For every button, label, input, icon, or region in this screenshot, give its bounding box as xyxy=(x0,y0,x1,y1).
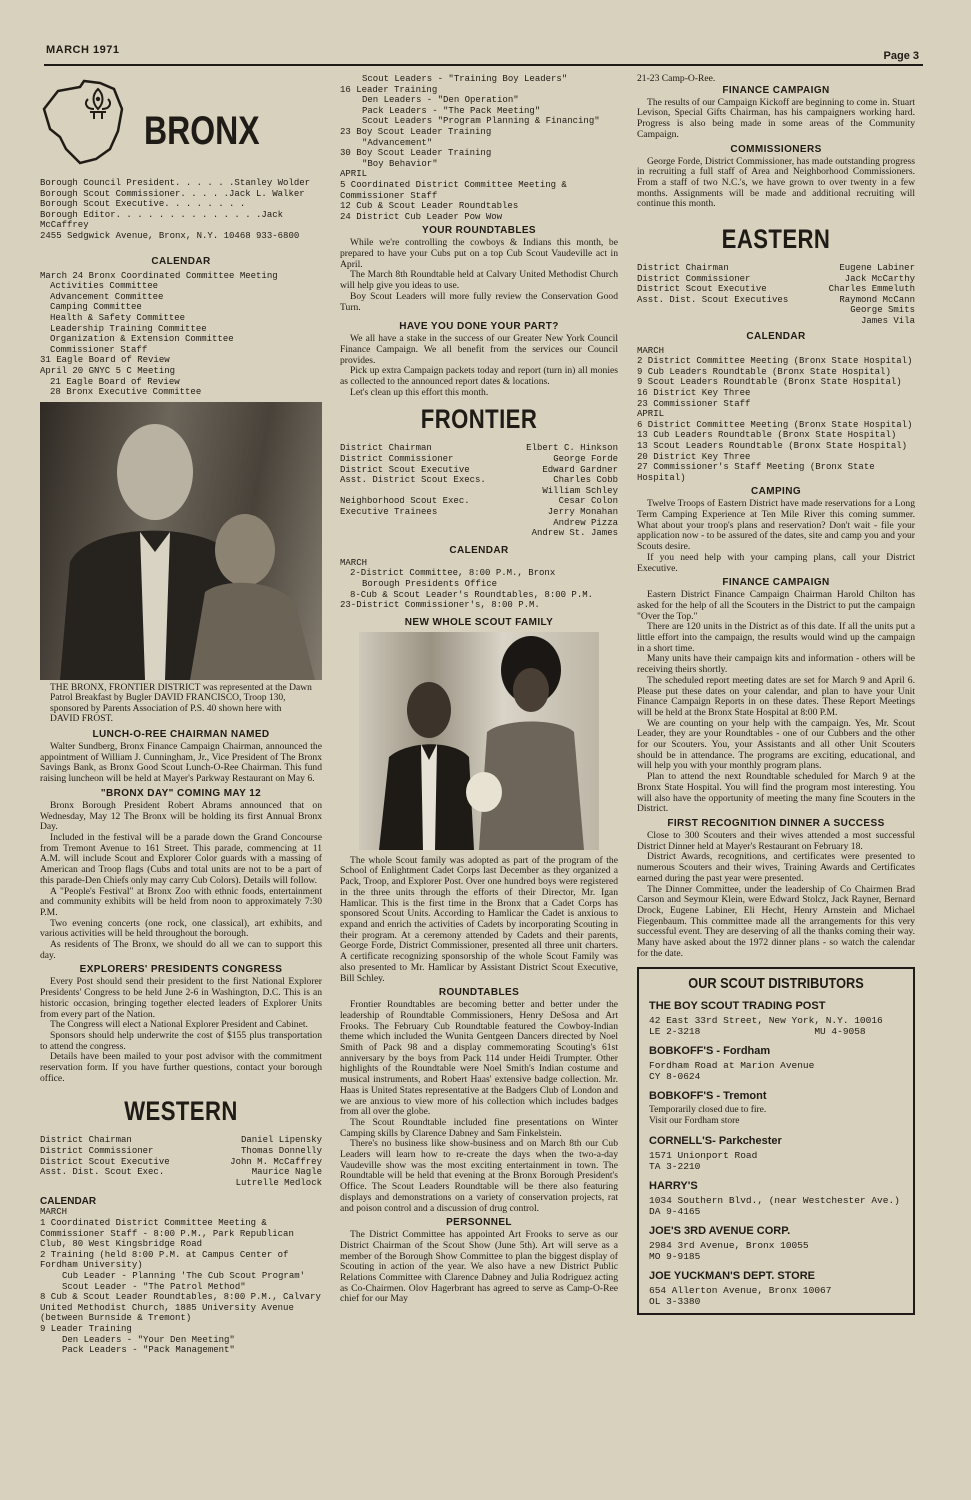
staff-row: District Scout Executive Edward Gardner xyxy=(340,464,618,475)
calendar-line: 21 Eagle Board of Review xyxy=(50,376,180,387)
paragraph: District Awards, recognitions, and certificates were presented to numerous Scouters and their wives, Training Awards and Certificates earned during the past year were presented. xyxy=(637,851,915,884)
dinner-heading: FIRST RECOGNITION DINNER A SUCCESS xyxy=(667,818,885,829)
calendar-line: MARCH xyxy=(40,1207,68,1218)
paragraph: Every Post should send their president to the first National Explorer Presidents' Congress to be held June 2-6 in Washington, D.C. This is an historic occasion, bringing together elected leaders of Explorer Units from every part of the Nation. xyxy=(40,976,322,1020)
bronx-masthead xyxy=(40,74,322,170)
staff-row: District Scout Executive Charles Emmeluth xyxy=(637,284,915,295)
calendar-line: Leadership Training Committee xyxy=(50,323,207,334)
paragraph: Pick up extra Campaign packets today and report (turn in) all monies as collected to the announced report dates & locations. xyxy=(340,365,618,388)
store-name: CORNELL'S- Parkchester xyxy=(649,1135,782,1148)
photo-silhouettes xyxy=(359,632,599,850)
store-line: 654 Allerton Avenue, Bronx 10067 xyxy=(649,1285,832,1297)
calendar-line: 16 District Key Three xyxy=(637,387,751,398)
calendar-line: 16 Leader Training xyxy=(340,84,438,95)
store-name: JOE'S 3RD AVENUE CORP. xyxy=(649,1225,791,1238)
camping-heading: CAMPING xyxy=(750,486,802,498)
eastern-finance-heading: FINANCE CAMPAIGN xyxy=(722,577,830,589)
paragraph: While we're controlling the cowboys & Indians this month, be prepared to have your Cubs put on a top Cub Scout Vaudeville act in April. xyxy=(340,237,618,270)
staff-row: Executive Trainees Jerry Monahan xyxy=(340,507,618,518)
store-line: 2984 3rd Avenue, Bronx 10055 xyxy=(649,1240,809,1252)
calendar-line: APRIL xyxy=(637,409,665,420)
frontier-calendar-heading: CALENDAR xyxy=(449,544,509,556)
header-rule xyxy=(44,64,923,66)
staff-row: James Vila xyxy=(860,316,915,326)
paragraph: The Dinner Committee, under the leadership of Co Chairmen Brad Carson and Seymour Klein, were Edward Stolcz, Jack Rayner, Bernard Drock, Eugene Labiner, Eli Hecht, Henry Arnstein and Michael Fiegenbaum. This committee made all the arrangements for this very successful event. They are deserving of all the thanks coming their way. Many have asked about the 1972 dinner plans - so watch the calendar for the date. xyxy=(637,883,915,959)
paragraph: We are counting on your help with the campaign. Yes, Mr. Scout Leader, they are your Roundtables - one of our Cubbers and the other for our Scouters. You, your Assistants and all other Unit Scouters should be in attendance. The programs are exciting, educational, and will help you with your monthly program plans. xyxy=(637,717,915,772)
paragraph: Twelve Troops of Eastern District have made reservations for a Long Term Camping Experience at Ten Mile River this coming summer. What about your troop's plans and reservation? Don't wait - file your application now - to be assured of the dates, site and camp you and your Scouts desire. xyxy=(637,498,915,553)
paragraph: Let's clean up this effort this month. xyxy=(350,386,489,398)
calendar-line: 1 Coordinated District Committee Meeting & Commissioner Staff - 8:00 P.M., Park Republican Club, 80 West Kingsbridge Road xyxy=(40,1218,294,1250)
store-line: 1571 Unionport Road xyxy=(649,1150,758,1162)
calendar-line: 31 Eagle Board of Review xyxy=(40,355,170,366)
calendar-line: Activities Committee xyxy=(50,281,159,292)
column-1 xyxy=(40,74,322,1454)
calendar-line: 24 District Cub Leader Pow Wow xyxy=(340,211,503,222)
staff-row: District Chairman Daniel Lipensky xyxy=(40,1135,322,1146)
paragraph: We all have a stake in the success of our Greater New York Council Finance Campaign. We all benefit from the services our Council provides. xyxy=(340,333,618,366)
staff-row: George Smits xyxy=(850,305,915,316)
calendar-line: 8 Cub & Scout Leader Roundtables, 8:00 P.M., Calvary United Methodist Church, 1885 University Avenue (between Burnside & Tremont) xyxy=(40,1292,321,1324)
staff-row: District Chairman Eugene Labiner xyxy=(637,263,915,274)
officer-line: 2455 Sedgwick Avenue, Bronx, N.Y. 10468 933-6800 xyxy=(40,230,300,241)
issue-date: MARCH 1971 xyxy=(46,44,120,56)
staff-row: Andrew St. James xyxy=(531,528,618,539)
calendar-line: Health & Safety Committee xyxy=(50,312,186,323)
eastern-calendar-heading: CALENDAR xyxy=(746,330,806,342)
finance-heading: FINANCE CAMPAIGN xyxy=(722,84,830,96)
calendar-line: Den Leaders - "Your Den Meeting" xyxy=(62,1334,235,1345)
column-2 xyxy=(340,74,618,1454)
western-title: WESTERN xyxy=(124,1096,238,1127)
calendar-line: 13 Cub Leaders Roundtable (Bronx State Hospital) xyxy=(637,430,897,441)
calendar-line: 20 District Key Three xyxy=(637,451,751,462)
staff-row: District Commissioner Jack McCarthy xyxy=(637,273,915,284)
lunch-heading: LUNCH-O-REE CHAIRMAN NAMED xyxy=(92,729,270,741)
calendar-line: 9 Scout Leaders Roundtable (Bronx State Hospital) xyxy=(637,377,902,388)
bronx-map-fleur-de-lis-icon xyxy=(40,79,130,165)
calendar-line: Den Leaders - "Den Operation" xyxy=(362,95,519,106)
paragraph: A "People's Festival" at Bronx Zoo with ethnic foods, entertainment and community exhibits will be held from noon to approximately 7:30 P.M. xyxy=(40,885,322,918)
paragraph: The March 8th Roundtable held at Calvary United Methodist Church will help give you ideas to use. xyxy=(340,269,618,292)
family-heading: NEW WHOLE SCOUT FAMILY xyxy=(404,616,554,628)
frontier-calendar xyxy=(340,558,618,611)
calendar-line: March 24 Bronx Coordinated Committee Meeting xyxy=(40,270,278,281)
officer-line: Borough Council President. . . . . .Stanley Wolder xyxy=(40,178,311,188)
officer-line: Borough Editor. . . . . . . . . . . . . .Jack McCaffrey xyxy=(40,209,284,231)
paragraph: Bronx Borough President Robert Abrams announced that on Wednesday, May 12 The Bronx will be holding its first Annual Bronx Day. xyxy=(40,799,322,833)
calendar-line: 2-District Committee, 8:00 P.M., Bronx xyxy=(350,568,556,579)
paragraph: Frontier Roundtables are becoming better and better under the leadership of Roundtable Commissioners, Henry DeSosa and Art Frooks. The February Cub Roundtable featured the Cowboy-Indian theme which included the Wunita Gentgeen Dancers directed by Noel Smith of Pack 98 and a display commemorating Scouting's 61st anniversary by the boys from Pack 114 under Heidi Trumpter. Other highlights of the Roundtable were Noel Smith's Indian costume and musical instruments, and Robert Haas' extensive badge collection. Mr. Haas is United States representative at the Badgers Club of London and we are anxious to view more of his collection which includes badges from all over the globe. xyxy=(340,999,618,1118)
staff-row: Asst. District Scout Execs. Charles Cobb xyxy=(340,475,618,486)
calendar-line: Borough Presidents Office xyxy=(362,578,498,589)
paragraph: Close to 300 Scouters and their wives attended a most successful District Dinner held at Mayer's Restaurant on February 18. xyxy=(637,830,915,852)
calendar-line: Organization & Extension Committee xyxy=(50,334,234,345)
calendar-heading: CALENDAR xyxy=(151,255,211,267)
western-calendar-heading: CALENDAR xyxy=(40,1196,97,1208)
photo-caption: THE BRONX, FRONTIER DISTRICT was represented at the Dawn Patrol Breakfast by Bugler DAVID FRANCISCO, Troop 130, sponsored by Parents Association of P.S. 40 shown here with DAVID FROST. xyxy=(50,682,312,725)
bronx-title: BRONX xyxy=(144,108,260,153)
calendar-line: 30 Boy Scout Leader Training xyxy=(340,148,492,159)
calendar-line: 12 Cub & Scout Leader Roundtables xyxy=(340,201,519,212)
staff-row: District Scout Executive John M. McCaffrey xyxy=(40,1156,322,1167)
lunch-text: Walter Sundberg, Bronx Finance Campaign Chairman, announced the appointment of William J. Cunningham, Jr., Vice President of The Bronx Savings Bank, as Bronx Good Scout Lunch-O-Ree Chairman. This fund raising luncheon will be held at Mayer's Parkway Restaurant on May 6. xyxy=(40,741,322,785)
family-text: The whole Scout family was adopted as part of the program of the School of Enlightment Cadet Corps last December as they organized a Pack, Troop, and Explorer Post. Over one hundred boys were registered in the three units through the efforts of their Director, Mr. Igan Hamlicar. This is the first time in the Bronx that a Cadet Corps has sponsored Scout Units. According to Hamlicar the Cadet is anxious to expand and enrich the activities of Cadets by incorporating Scouting in their program. At a ceremony attended by Cadets and their parents, George Forde, District Commissioner, presented all three unit charters. A certificate recognizing sponsorship of the whole Scout Family was also presented to Mr. Hamlicar by Assistant District Scout Executive, Bill Schley. xyxy=(340,854,618,984)
store-line: DA 9-4165 xyxy=(649,1206,701,1218)
paragraph: The scheduled report meeting dates are set for March 9 and April 6. Please put these dates on your calendar, and plan to have your Unit Finance Campaign Reports in on these dates. These Report Meetings will be held at the Bronx State Hospital at 8:00 P.M. xyxy=(637,674,915,718)
staff-row: Asst. Dist. Scout Executives Raymond McCann xyxy=(637,294,915,305)
eastern-calendar xyxy=(637,346,915,484)
finance-text: The results of our Campaign Kickoff are beginning to come in. Stuart Levison, Special Gifts Chairman, has his campaigners working hard. Progress is also being made in some areas of the Community Campaign. xyxy=(637,96,915,140)
staff-row: Lutrelle Medlock xyxy=(235,1177,322,1188)
calendar-line: 23 Commissioner Staff xyxy=(637,398,751,409)
officer-line: Borough Scout Executive. . . . . . . . xyxy=(40,199,246,210)
calendar-line: 13 Scout Leaders Roundtable (Bronx State Hospital) xyxy=(637,440,908,451)
store-line: 42 East 33rd Street, New York, N.Y. 10016 xyxy=(649,1015,883,1027)
eastern-staff xyxy=(637,263,915,327)
calendar-line: 23 Boy Scout Leader Training xyxy=(340,126,492,137)
calendar-line: 2 Training (held 8:00 P.M. at Campus Center of Fordham University) xyxy=(40,1249,289,1271)
paragraph: Included in the festival will be a parade down the Grand Concourse from Tremont Avenue to 161 Street. This parade, commencing at 11 A.M. will include Scout and Explorer Color guards with a massing of American and Troop flags (Cubs and total units are not to be a part of this parade-Den Chiefs only may carry Cub Colors). Details will follow. xyxy=(40,831,322,886)
paragraph: Eastern District Finance Campaign Chairman Harold Chilton has asked for the help of all the Scouters in the District to put the campaign "Over the Top." xyxy=(637,589,915,622)
store-line: 1034 Southern Blvd., (near Westchester Ave.) xyxy=(649,1195,900,1207)
store-line: Temporarily closed due to fire. xyxy=(649,1105,767,1116)
commissioners-heading: COMMISSIONERS xyxy=(730,143,822,155)
store-line: MO 9-9185 xyxy=(649,1251,701,1263)
paragraph: If you need help with your camping plans, call your District Executive. xyxy=(637,551,915,574)
staff-row: District Commissioner Thomas Donnelly xyxy=(40,1146,322,1157)
calendar-line: Pack Leaders - "Pack Management" xyxy=(62,1345,235,1356)
store-line: Visit our Fordham store xyxy=(649,1116,740,1127)
calendar-line: Scout Leaders "Program Planning & Financing" xyxy=(362,116,600,127)
staff-row: William Schley xyxy=(542,485,618,496)
calendar-line: "Boy Behavior" xyxy=(362,158,438,169)
calendar-line: MARCH xyxy=(340,557,368,568)
store-line: Fordham Road at Marion Avenue xyxy=(649,1060,815,1072)
rt-heading: ROUNDTABLES xyxy=(438,987,520,999)
distributors-title: OUR SCOUT DISTRIBUTORS xyxy=(688,975,864,993)
staff-row: Neighborhood Scout Exec. Cesar Colon xyxy=(340,496,618,507)
store-name: THE BOY SCOUT TRADING POST xyxy=(649,1000,826,1013)
frontier-title: FRONTIER xyxy=(420,404,538,435)
officer-line: Borough Scout Commissioner. . . . .Jack L. Walker xyxy=(40,188,305,199)
page-number: Page 3 xyxy=(883,50,919,62)
western-calendar xyxy=(40,1207,322,1355)
part-heading: HAVE YOU DONE YOUR PART? xyxy=(399,321,559,333)
borough-officers xyxy=(40,178,322,242)
paragraph: The Scout Roundtable included fine presentations on Winter Camping skills by Clarence Dabney and Sam Finkelstein. xyxy=(340,1116,618,1139)
roundtables-heading: YOUR ROUNDTABLES xyxy=(422,225,536,237)
store-line: OL 3-3380 xyxy=(649,1296,701,1308)
paragraph: Boy Scout Leaders will more fully review the Conservation Good Turn. xyxy=(340,290,618,313)
calendar-line: Advancement Committee xyxy=(50,291,164,302)
store-line: LE 2-3218 MU 4-9058 xyxy=(649,1026,866,1038)
paragraph: As residents of The Bronx, we should do all we can to support this day. xyxy=(40,939,322,961)
calendar-line: "Advancement" xyxy=(362,137,433,148)
calendar-line: Scout Leader - "The Patrol Method" xyxy=(62,1281,246,1292)
store-name: HARRY'S xyxy=(649,1180,698,1193)
calendar-line: April 20 GNYC 5 C Meeting xyxy=(40,365,176,376)
frontier-staff xyxy=(340,443,618,538)
calendar-line: 27 Commissioner's Staff Meeting (Bronx State Hospital) xyxy=(637,462,875,483)
personnel-heading: PERSONNEL xyxy=(446,1217,512,1229)
commissioners-text: George Forde, District Commissioner, has made outstanding progress in recruiting a full staff of Area and Neighborhood Commissioners. From a staff of two N.C.'s, we have grown to over twenty in a few months. Assignments will be made and additional recruiting will continue this month. xyxy=(637,155,915,210)
calendar-line: APRIL xyxy=(340,169,368,180)
staff-row: District Commissioner George Forde xyxy=(340,454,618,465)
store-name: BOBKOFF'S - Fordham xyxy=(649,1045,771,1058)
calendar-line: 8-Cub & Scout Leader's Roundtables, 8:00 P.M. xyxy=(350,589,594,600)
calendar-line: 28 Bronx Executive Committee xyxy=(50,387,202,398)
bronxday-heading: "BRONX DAY" COMING MAY 12 xyxy=(100,787,262,799)
paragraph: Plan to attend the next Roundtable scheduled for March 9 at the Bronx State Hospital. You will find the program most interesting. You will also have the opportunity of meeting the many fine Scouters in the District. xyxy=(637,771,915,815)
camporee-line: 21-23 Camp-O-Ree. xyxy=(637,74,716,84)
calendar-line: Commissioner Staff xyxy=(50,344,148,355)
calendar-line: 23-District Commissioner's, 8:00 P.M. xyxy=(340,600,540,611)
calendar-line: Pack Leaders - "The Pack Meeting" xyxy=(362,105,541,116)
store-line: TA 3-2210 xyxy=(649,1161,701,1173)
paragraph: Sponsors should help underwrite the cost of $155 plus transportation to attend the congress. xyxy=(40,1029,322,1052)
calendar-line: 2 District Committee Meeting (Bronx State Hospital) xyxy=(637,356,913,367)
family-photo xyxy=(359,632,599,850)
calendar-line: 9 Leader Training xyxy=(40,1323,132,1334)
calendar-line: MARCH xyxy=(637,345,665,356)
paragraph: Many units have their campaign kits and information - others will be receiving theirs shortly. xyxy=(637,653,915,676)
store-line: CY 8-0624 xyxy=(649,1071,701,1083)
store-name: JOE YUCKMAN'S DEPT. STORE xyxy=(649,1270,816,1283)
paragraph: The Congress will elect a National Explorer President and Cabinet. xyxy=(50,1019,308,1031)
column-3 xyxy=(637,74,915,1454)
staff-row: Andrew Pizza xyxy=(553,517,618,528)
personnel-text: The District Committee has appointed Art Frooks to serve as our District Chairman of the Scout Show (June 5th). Art will serve as a member of the Borough Show Committee to plan the biggest display of Scouting in action of the year. We also have a new District Public Relations Committee with Clarence Dabney and Julia Rodriguez acting as Co-Chairmen. Olov Hagerbrant has agreed to serve as Camp-O-Ree chief for our May xyxy=(340,1229,618,1305)
photo-silhouettes xyxy=(40,402,322,680)
staff-row: District Chairman Elbert C. Hinkson xyxy=(340,443,618,454)
frost-photo xyxy=(40,402,322,680)
calendar-line: Cub Leader - Planning 'The Cub Scout Program' xyxy=(62,1270,306,1281)
bronx-calendar xyxy=(40,271,322,398)
explorers-heading: EXPLORERS' PRESIDENTS CONGRESS xyxy=(79,964,283,976)
eastern-title: EASTERN xyxy=(721,224,831,255)
western-staff xyxy=(40,1135,322,1188)
calendar-line: Scout Leaders - "Training Boy Leaders" xyxy=(362,74,568,84)
paragraph: There's no business like show-business and on March 8th our Cub Leaders will learn how to re-create the days when the two-a-day Vaudeville show was the most exciting entertainment in town. The Roundtable will be held that evening at the Bronx Borough President's Office. The Scout Leaders Roundtable will be there also featuring displays and demonstrations on a variety of conservation projects, rat and poison control and a discussion of drug control. xyxy=(340,1138,618,1214)
western-training-list xyxy=(340,74,618,222)
calendar-line: 9 Cub Leaders Roundtable (Bronx State Hospital) xyxy=(637,366,891,377)
paragraph: There are 120 units in the District as of this date. If all the units put a little effort into the campaign, the results would wind up the campaign in a short time. xyxy=(637,621,915,654)
store-name: BOBKOFF'S - Tremont xyxy=(649,1090,767,1103)
calendar-line: Camping Committee xyxy=(50,302,142,313)
paragraph: Two evening concerts (one rock, one classical), art exhibits, and various activities will be held throughout the borough. xyxy=(40,917,322,940)
calendar-line: 5 Coordinated District Committee Meeting & Commissioner Staff xyxy=(340,179,567,201)
distributors-box xyxy=(637,967,915,1315)
paragraph: Details have been mailed to your post advisor with the commitment reservation form. If you have further questions, contact your borough office. xyxy=(40,1051,322,1084)
calendar-line: 6 District Committee Meeting (Bronx State Hospital) xyxy=(637,419,913,430)
staff-row: Asst. Dist. Scout Exec. Maurice Nagle xyxy=(40,1167,322,1178)
